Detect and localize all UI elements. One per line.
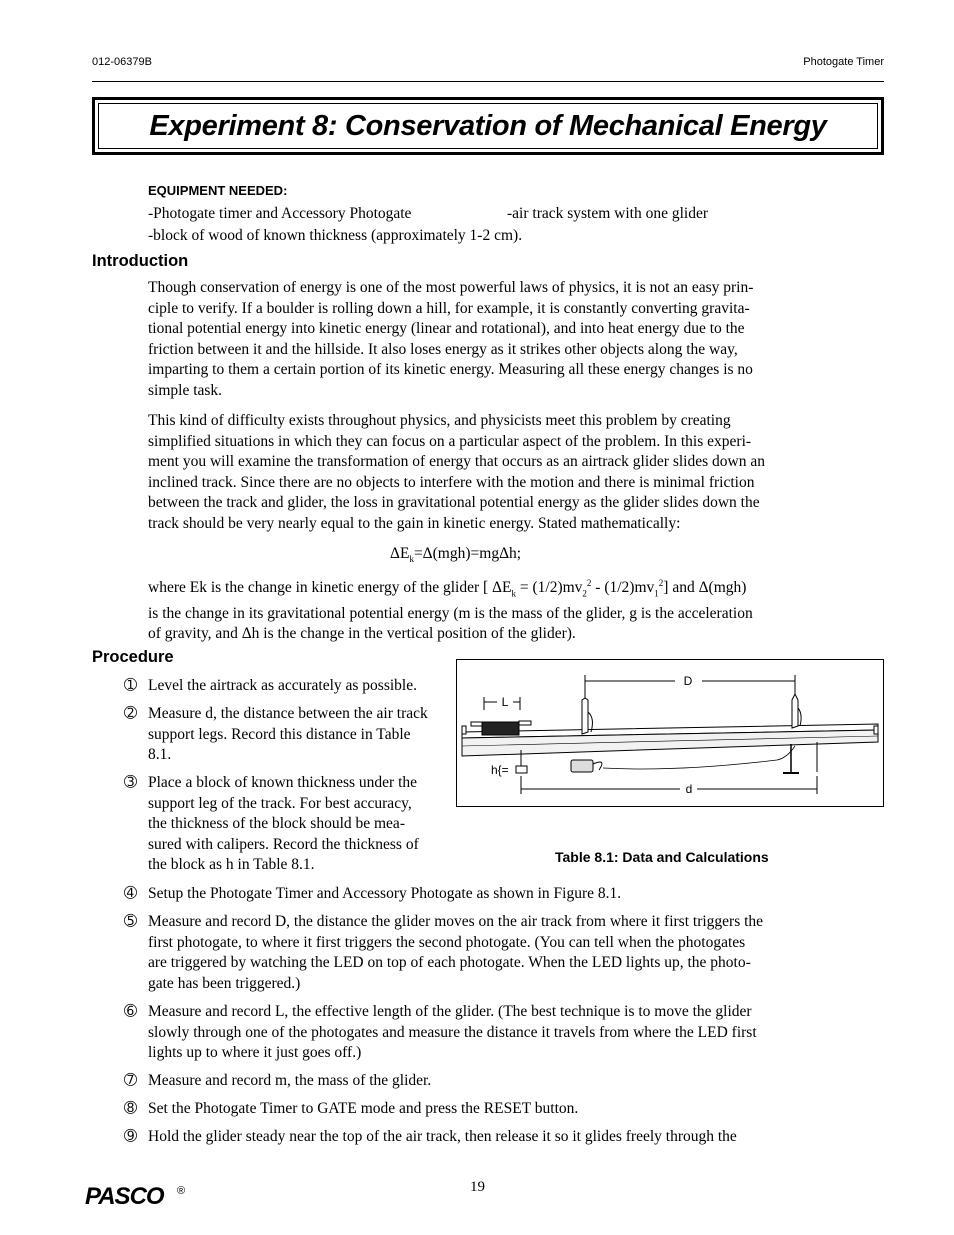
text-part: ] and Δ(mgh) [663,579,747,597]
title-box [92,97,884,155]
equipment-heading: EQUIPMENT NEEDED: [148,183,288,198]
text-line: friction between it and the hillside. It also loses energy as it strikes other objects along the way, [148,340,738,358]
text-line: slowly through one of the photogates and measure the distance it travels from where the LED first [148,1023,757,1041]
text-line: lights up to where it just goes off.) [148,1044,362,1062]
text-line: simplified situations in which they can focus on a particular aspect of the problem. In this experi- [148,432,752,450]
text-line: gate has been triggered.) [148,974,301,992]
intro-paragraph-2 [148,411,803,535]
text-line: simple task. [148,381,223,399]
step-number: ➂ [124,774,137,791]
page-title: Experiment 8: Conservation of Mechanical Energy [149,109,827,142]
text-part: where Ek is the change in kinetic energy of the glider [ ΔE [148,579,512,597]
photogate-1 [582,698,588,734]
track-end-cap [462,726,466,734]
subscript: 2 [582,588,587,599]
step-number: ➀ [124,677,137,694]
wood-block [516,766,527,773]
text-line: between the track and glider, the loss in gravitational potential energy as the glider slides down the [148,494,760,512]
step-number: ➄ [124,913,137,930]
text-line: Set the Photogate Timer to GATE mode and press the RESET button. [148,1100,579,1117]
text-line: is the change in its gravitational potential energy (m is the mass of the glider, g is the acceleration [148,604,753,622]
text-line: tional potential energy into kinetic energy (linear and rotational), and into heat energy due to the [148,320,745,338]
text-line: track should be very nearly equal to the gain in kinetic energy. Stated mathematically: [148,514,681,532]
text-line: imparting to them a certain portion of its kinetic energy. Measuring all these energy changes is no [148,361,753,379]
text-part: = (1/2)mv [515,579,583,597]
text-line [148,573,803,604]
airtrack-figure [456,659,884,807]
step-number: ➅ [124,1003,137,1020]
equipment-item-block: -block of wood of known thickness (approximately 1-2 cm). [148,227,523,244]
text-line: support leg of the track. For best accuracy, [148,794,412,812]
formula-part: =Δ(mgh)=mgΔh; [413,545,522,562]
glider-flag [519,721,531,725]
introduction-heading: Introduction [92,252,189,270]
pasco-logo: PASCO [85,1183,164,1210]
step-number: ➃ [124,885,137,902]
text-line: Measure and record D, the distance the glider moves on the air track from where it first triggers the [148,913,764,930]
glider [482,722,519,735]
equipment-item-airtrack: -air track system with one glider [507,205,709,222]
glider-bumper [471,722,482,726]
text-line: are triggered by watching the LED on top of each photogate. When the LED lights up, the photo- [148,954,751,972]
step-number: ➁ [124,705,137,722]
photogate-2 [792,694,798,728]
text-line: 8.1. [148,746,172,764]
text-line: Setup the Photogate Timer and Accessory Photogate as shown in Figure 8.1. [148,885,622,902]
subscript: k [511,588,516,599]
text-line: ment you will examine the transformation of energy that occurs as an airtrack glider slides down an [148,453,765,471]
label-L: L [501,695,509,709]
text-line: ciple to verify. If a boulder is rolling down a hill, for example, it is constantly converting gravita- [148,299,750,317]
text-line: sured with calipers. Record the thickness of [148,835,419,853]
text-line: inclined track. Since there are no objects to interfere with the motion and there is minimal friction [148,473,755,491]
text-line: the thickness of the block should be mea- [148,815,405,833]
text-line: Hold the glider steady near the top of the air track, then release it so it glides freely through the [148,1128,737,1145]
photogate-timer [571,760,593,772]
text-line: Level the airtrack as accurately as possible. [148,677,417,694]
document-title: Photogate Timer [803,56,884,68]
text-line: Place a block of known thickness under the [148,774,418,791]
equipment-item-photogate: -Photogate timer and Accessory Photogate [148,205,412,222]
text-line: Measure d, the distance between the air track [148,705,428,722]
label-d: d [685,782,693,796]
title-inner-frame [98,103,878,149]
energy-formula [390,545,521,564]
intro-paragraph-1 [148,278,803,402]
text-line: Measure and record m, the mass of the glider. [148,1072,432,1089]
procedure-heading: Procedure [92,648,174,666]
registered-mark: ® [177,1185,186,1197]
superscript: 2 [658,578,664,588]
formula-part: ΔE [390,545,410,562]
step-number: ➆ [124,1072,137,1089]
text-line: support legs. Record this distance in Table [148,725,411,743]
label-h: h{= [491,763,509,777]
document-number: 012-06379B [92,56,152,68]
airtrack-diagram [457,660,883,806]
step-number: ➇ [124,1100,137,1117]
text-line: of gravity, and Δh is the change in the vertical position of the glider). [148,625,576,643]
table-caption: Table 8.1: Data and Calculations [555,849,769,865]
text-line: the block as h in Table 8.1. [148,856,315,874]
text-line: This kind of difficulty exists throughout physics, and physicists meet this problem by creating [148,412,731,429]
text-line: Measure and record L, the effective length of the glider. (The best technique is to move the glider [148,1003,752,1020]
text-line: first photogate, to where it first triggers the second photogate. (You can tell when the photogates [148,933,746,951]
header-divider [92,81,884,82]
intro-paragraph-3 [148,573,803,645]
text-line: Though conservation of energy is one of the most powerful laws of physics, it is not an easy prin- [148,279,754,296]
formula-subscript: k [409,554,414,565]
photogate-1-arm [588,712,592,732]
text-part: - (1/2)mv [591,579,655,597]
page-number: 19 [470,1179,485,1195]
superscript: 2 [586,578,592,588]
subscript: 1 [654,588,659,599]
step-number: ➈ [124,1128,137,1145]
label-D: D [683,674,693,688]
timer-cable [593,762,602,770]
track-end-cap [874,726,878,734]
